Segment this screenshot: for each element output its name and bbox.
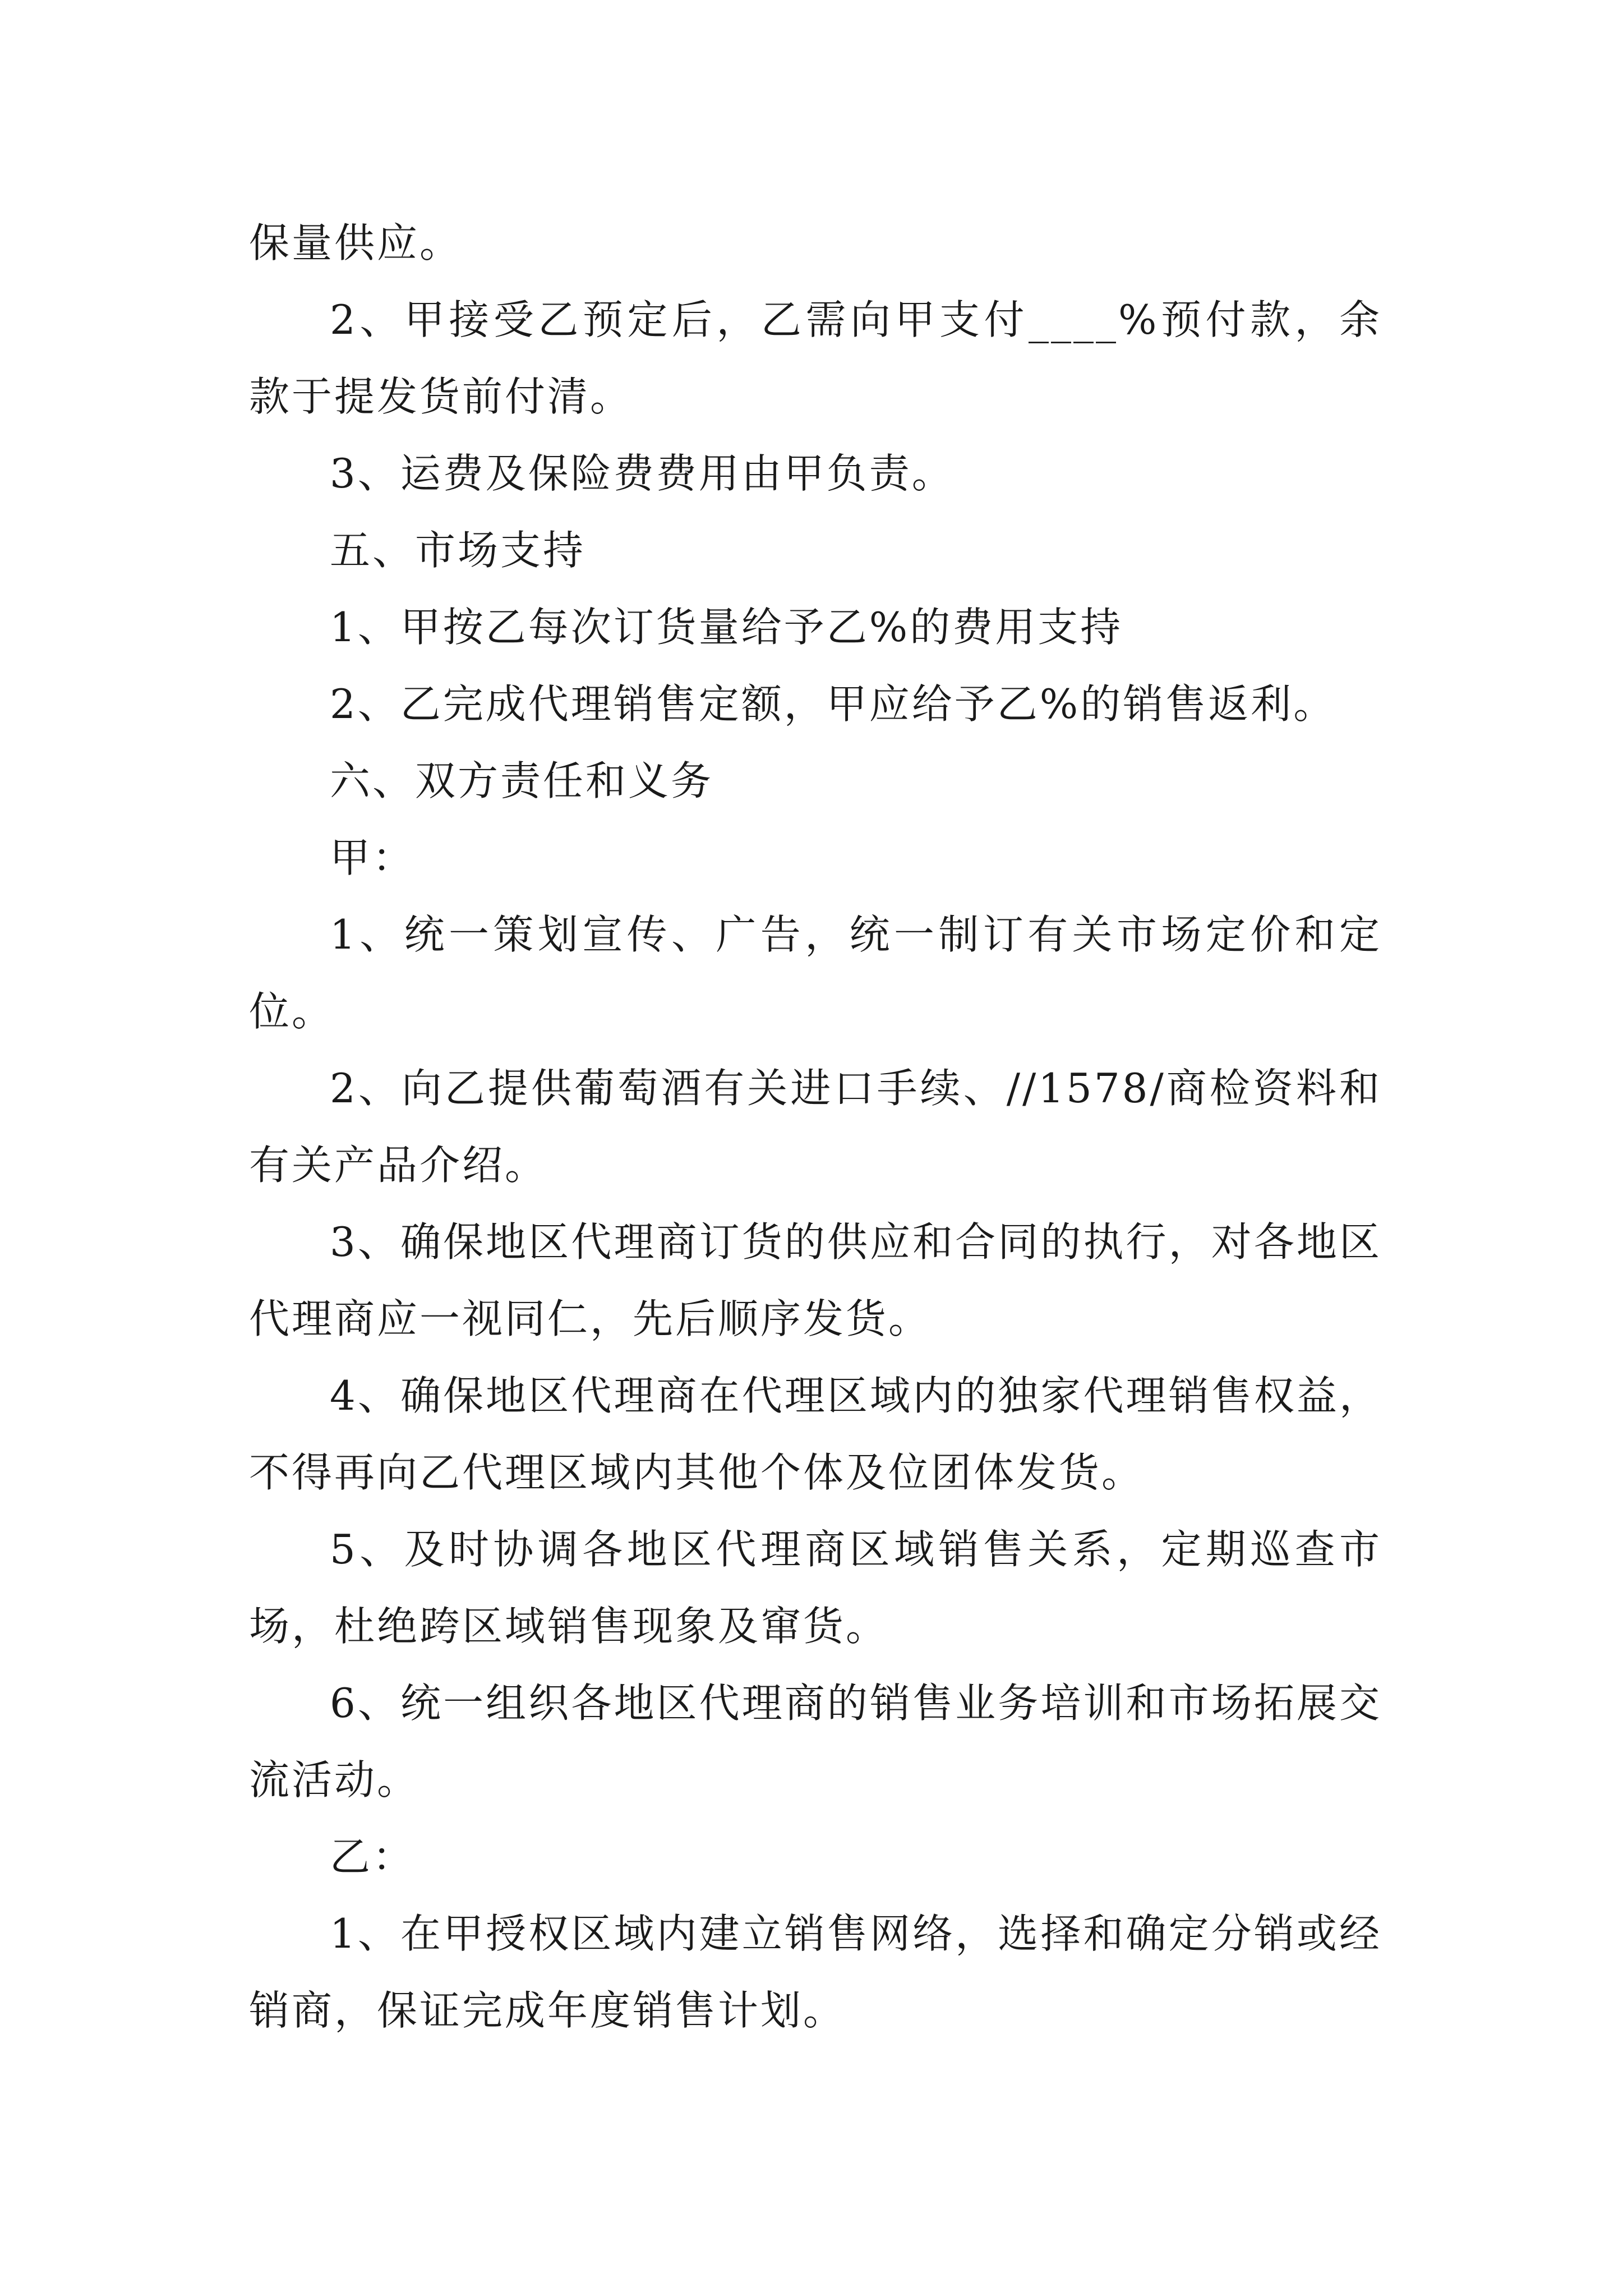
paragraph-party-a-item-2: 2、向乙提供葡萄酒有关进口手续、//1578/商检资料和有关产品介绍。 <box>249 1065 1382 1189</box>
paragraph-clause-prepayment: 2、甲接受乙预定后，乙需向甲支付____%预付款，余款于提发货前付清。 <box>249 296 1382 420</box>
paragraph-party-a-item-6: 6、统一组织各地区代理商的销售业务培训和市场拓展交流活动。 <box>249 1680 1382 1803</box>
paragraph-clause-expense-support: 1、甲按乙每次订货量给予乙%的费用支持 <box>330 604 1123 651</box>
section-heading-responsibilities: 六、双方责任和义务 <box>330 757 714 804</box>
paragraph-party-a-item-3: 3、确保地区代理商订货的供应和合同的执行，对各地区代理商应一视同仁，先后顺序发货。 <box>249 1218 1382 1342</box>
paragraph-party-a-item-4: 4、确保地区代理商在代理区域内的独家代理销售权益，不得再向乙代理区域内其他个体及位团体发货。 <box>249 1372 1382 1496</box>
paragraph-clause-sales-rebate: 2、乙完成代理销售定额，甲应给予乙%的销售返利。 <box>330 680 1336 728</box>
party-label-a: 甲： <box>330 834 416 881</box>
party-label-b: 乙： <box>330 1833 416 1880</box>
paragraph-clause-freight: 3、运费及保险费费用由甲负责。 <box>330 450 955 497</box>
paragraph-party-b-item-1: 1、在甲授权区域内建立销售网络，选择和确定分销或经销商，保证完成年度销售计划。 <box>249 1910 1382 2034</box>
paragraph-party-a-item-5: 5、及时协调各地区代理商区域销售关系，定期巡查市场，杜绝跨区域销售现象及窜货。 <box>249 1526 1382 1650</box>
section-heading-market-support: 五、市场支持 <box>330 527 586 574</box>
document-body <box>249 205 1382 2049</box>
paragraph-continuation: 保量供应。 <box>249 219 463 266</box>
paragraph-party-a-item-1: 1、统一策划宣传、广告，统一制订有关市场定价和定位。 <box>249 911 1382 1035</box>
